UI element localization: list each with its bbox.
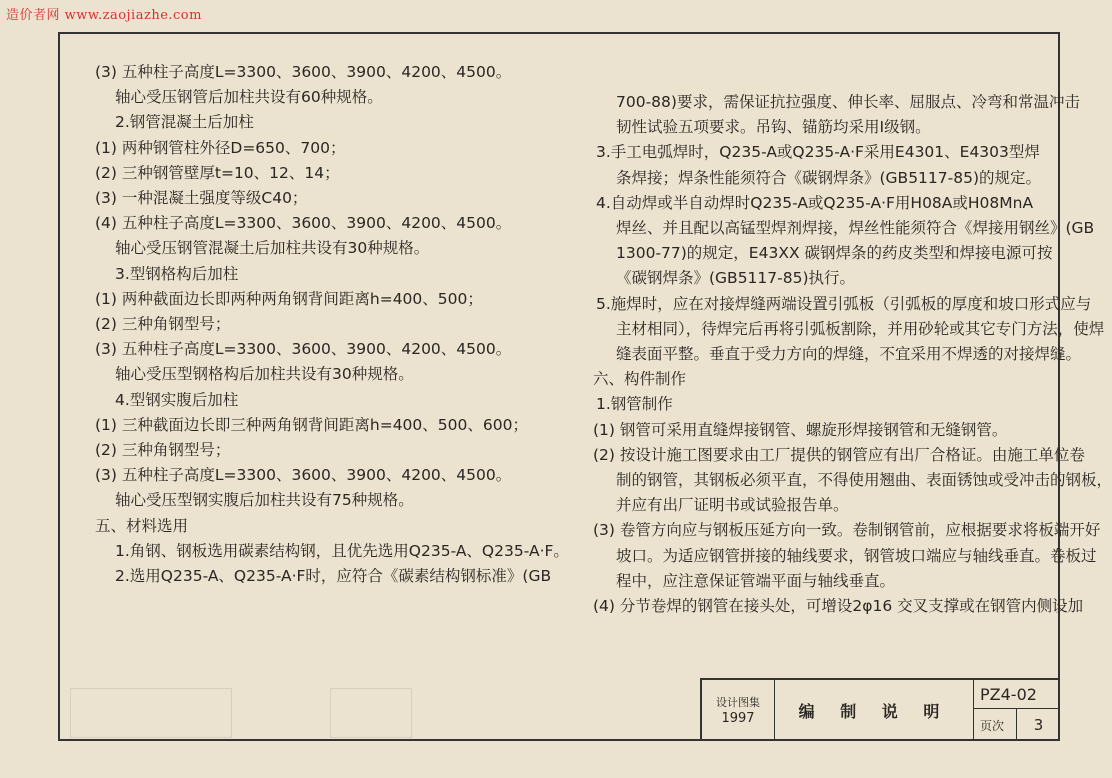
note-line: (3) 五种柱子高度L=3300、3600、3900、4200、4500。 (95, 63, 512, 81)
note-line: 轴心受压钢管后加柱共设有60种规格。 (115, 88, 383, 107)
title-block (700, 678, 1060, 741)
notes-right-column (593, 90, 1112, 619)
note-line: 3.型钢格构后加柱 (115, 264, 239, 283)
note-line: (3) 五种柱子高度L=3300、3600、3900、4200、4500。 (95, 466, 512, 485)
note-line: 制的钢管，其钢板必须平直，不得使用翘曲、表面锈蚀或受冲击的钢板， (616, 471, 1112, 490)
title-block-atlas-cell (702, 680, 775, 741)
note-line: (1) 两种钢管柱外径D=650、700； (95, 138, 346, 157)
drawing-number-row (974, 680, 1060, 709)
note-line: (3) 卷管方向应与钢板压延方向一致。卷制钢管前，应根据要求将板端开好 (593, 521, 1101, 540)
drawing-number: PZ4-02 (980, 684, 1037, 704)
note-line: (3) 一种混凝土强度等级C40； (95, 189, 308, 208)
note-line: (4) 五种柱子高度L=3300、3600、3900、4200、4500。 (95, 214, 512, 233)
note-line: 3.手工电弧焊时，Q235-A或Q235-A·F采用E4301、E4303型焊 (596, 143, 1040, 162)
page-row (974, 709, 1060, 741)
note-line: (1) 三种截面边长即三种两角钢背间距离h=400、500、600； (95, 415, 528, 434)
note-line: 4.自动焊或半自动焊时Q235-A或Q235-A·F用H08A或H08MnA (596, 193, 1034, 212)
bleed-through-box (330, 688, 412, 738)
drawing-title: 编 制 说 明 (798, 702, 950, 721)
bleed-through-box (70, 688, 232, 738)
note-line: (3) 五种柱子高度L=3300、3600、3900、4200、4500。 (95, 340, 512, 359)
note-line: 5.施焊时，应在对接焊缝两端设置引弧板（引弧板的厚度和坡口形式应与 (596, 294, 1092, 313)
note-line: 坡口。为适应钢管拼接的轴线要求，钢管坡口端应与轴线垂直。卷板过 (616, 546, 1097, 565)
atlas-label: 设计图集 (716, 695, 760, 709)
site-watermark: 造价者网 www.zaojiazhe.com (6, 8, 202, 23)
note-line: 程中，应注意保证管端平面与轴线垂直。 (616, 571, 896, 590)
atlas-year: 1997 (721, 710, 755, 726)
note-line: 700-88)要求，需保证抗拉强度、伸长率、屈服点、冷弯和常温冲击 (616, 93, 1080, 111)
section-heading: 五、材料选用 (95, 516, 189, 535)
note-line: 缝表面平整。垂直于受力方向的焊缝，不宜采用不焊透的对接焊缝。 (616, 345, 1082, 364)
note-line: 4.型钢实腹后加柱 (115, 390, 239, 409)
note-line: (1) 钢管可采用直缝焊接钢管、螺旋形焊接钢管和无缝钢管。 (593, 420, 1008, 439)
note-line: (2) 按设计施工图要求由工厂提供的钢管应有出厂合格证。由施工单位卷 (593, 445, 1085, 464)
title-block-number-cell (974, 680, 1060, 741)
note-line: (2) 三种钢管壁厚t=10、12、14； (95, 163, 340, 182)
note-line: (2) 三种角钢型号； (95, 441, 231, 460)
page-label: 页次 (974, 709, 1017, 741)
note-line: 条焊接；焊条性能须符合《碳钢焊条》(GB5117-85)的规定。 (616, 168, 1042, 187)
note-line: 焊丝、并且配以高锰型焊剂焊接，焊丝性能须符合《焊接用钢丝》(GB (616, 219, 1095, 238)
note-line: 《碳钢焊条》(GB5117-85)执行。 (616, 269, 856, 288)
note-line: 并应有出厂证明书或试验报告单。 (616, 496, 849, 515)
note-line: 2.选用Q235-A、Q235-A·F时，应符合《碳素结构钢标准》(GB (115, 567, 552, 586)
note-line: 1300-77)的规定，E43XX 碳钢焊条的药皮类型和焊接电源可按 (616, 244, 1053, 263)
notes-left-column (92, 60, 569, 589)
note-line: 1.角钢、钢板选用碳素结构钢，且优先选用Q235-A、Q235-A·F。 (115, 541, 569, 560)
section-heading: 六、构件制作 (593, 370, 687, 389)
note-line: 轴心受压型钢实腹后加柱共设有75种规格。 (115, 491, 414, 510)
note-line: (2) 三种角钢型号； (95, 315, 231, 334)
page-number: 3 (1033, 716, 1044, 734)
note-line: 2.钢管混凝土后加柱 (115, 113, 254, 132)
note-line: 轴心受压钢管混凝土后加柱共设有30种规格。 (115, 239, 430, 258)
note-line: 1.钢管制作 (596, 395, 673, 414)
note-line: 韧性试验五项要求。吊钩、锚筋均采用I级钢。 (616, 118, 931, 137)
note-line: 轴心受压型钢格构后加柱共设有30种规格。 (115, 365, 414, 384)
note-line: (1) 两种截面边长即两种两角钢背间距离h=400、500； (95, 289, 483, 308)
note-line: (4) 分节卷焊的钢管在接头处，可增设2φ16 交叉支撑或在钢管内侧设加 (593, 597, 1084, 616)
title-block-title-cell (775, 680, 974, 741)
note-line: 主材相同），待焊完后再将引弧板割除，并用砂轮或其它专门方法，使焊 (616, 319, 1105, 338)
